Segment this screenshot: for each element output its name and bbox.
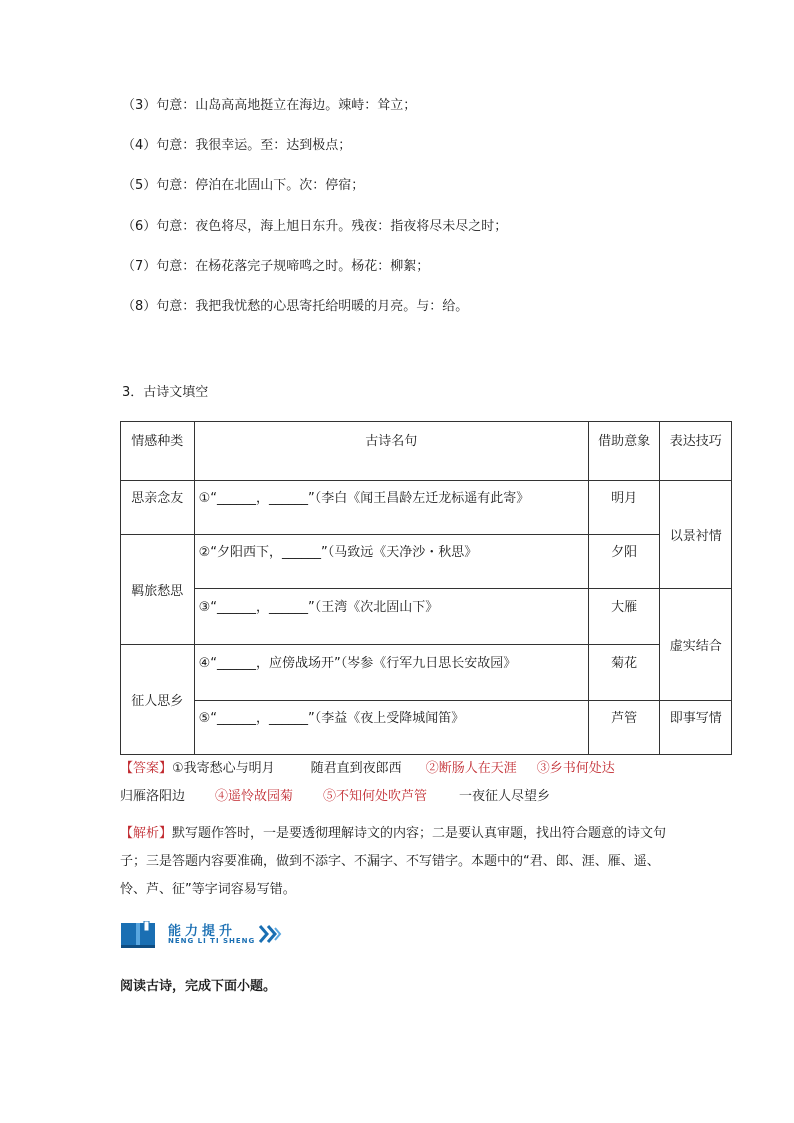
answer-3: ②断肠人在天涯 bbox=[425, 761, 517, 776]
header-emotion: 情感种类 bbox=[121, 422, 195, 481]
table-header-row bbox=[121, 422, 732, 481]
answer-8: 一夜征人尽望乡 bbox=[459, 789, 551, 804]
poem-line-cell: ①“______，______”（李白《闻王昌龄左迁龙标遥有此寄》 bbox=[194, 481, 588, 535]
item-number: （5） bbox=[122, 178, 157, 193]
table-row bbox=[121, 589, 732, 645]
imagery-cell: 菊花 bbox=[588, 645, 660, 701]
item-number: （6） bbox=[122, 219, 157, 234]
meaning-line-4 bbox=[122, 137, 351, 155]
meaning-line-3 bbox=[122, 97, 416, 115]
section-title: 3．古诗文填空 bbox=[122, 385, 209, 400]
imagery-cell: 明月 bbox=[588, 481, 660, 535]
item-number: （3） bbox=[122, 98, 157, 113]
item-text: 句意：我把我忧愁的心思寄托给明暖的月亮。与：给。 bbox=[156, 299, 469, 314]
imagery-cell: 芦管 bbox=[588, 701, 660, 755]
poem-line-cell: ⑤“______，______”（李益《夜上受降城闻笛》 bbox=[194, 701, 588, 755]
table-row bbox=[121, 535, 732, 589]
meaning-line-6 bbox=[122, 218, 507, 236]
emotion-cell: 征人思乡 bbox=[121, 645, 195, 755]
poem-line-cell: ②“夕阳西下，______”（马致远《天净沙・秋思》 bbox=[194, 535, 588, 589]
item-text: 句意：山岛高高地挺立在海边。竦峙：耸立； bbox=[156, 98, 417, 113]
meaning-line-8 bbox=[122, 298, 468, 316]
item-number: （4） bbox=[122, 138, 157, 153]
emotion-cell: 思亲念友 bbox=[121, 481, 195, 535]
meaning-line-7 bbox=[122, 258, 429, 276]
section-banner bbox=[120, 918, 290, 954]
item-text: 句意：夜色将尽，海上旭日东升。残夜：指夜将尽未尽之时； bbox=[156, 219, 508, 234]
task-instruction: 阅读古诗，完成下面小题。 bbox=[120, 979, 277, 994]
poetry-table bbox=[120, 421, 732, 755]
table-row bbox=[121, 645, 732, 701]
answer-1: ①我寄愁心与明月 bbox=[172, 761, 275, 776]
answer-4: ③乡书何处达 bbox=[536, 761, 615, 776]
imagery-cell: 大雁 bbox=[588, 589, 660, 645]
technique-cell: 虚实结合 bbox=[660, 589, 732, 701]
header-poem-line: 古诗名句 bbox=[194, 422, 588, 481]
emotion-cell: 羁旅愁思 bbox=[121, 535, 195, 645]
item-number: （7） bbox=[122, 259, 157, 274]
poem-line-cell: ③“______，______”（王湾《次北固山下》 bbox=[194, 589, 588, 645]
table-row bbox=[121, 701, 732, 755]
table-row bbox=[121, 481, 732, 535]
meaning-line-5 bbox=[122, 177, 364, 195]
analysis-label: 【解析】 bbox=[120, 826, 173, 841]
answer-block bbox=[120, 755, 690, 811]
analysis-text: 默写题作答时，一是要透彻理解诗文的内容；二是要认真审题，找出符合题意的诗文句子；三是答题内容要准确，做到不添字、不漏字、不写错字。本题中的“君、郎、涯、雁、遥、怜、芦、征”等字词容易写错。 bbox=[120, 826, 667, 897]
technique-cell: 以景衬情 bbox=[660, 481, 732, 589]
imagery-cell: 夕阳 bbox=[588, 535, 660, 589]
poem-line-cell: ④“______，应傍战场开”（岑参《行军九日思长安故园》 bbox=[194, 645, 588, 701]
technique-cell: 即事写情 bbox=[660, 701, 732, 755]
item-number: （8） bbox=[122, 299, 157, 314]
header-imagery: 借助意象 bbox=[588, 422, 660, 481]
item-text: 句意：停泊在北固山下。次：停宿； bbox=[156, 178, 365, 193]
answer-6: ④遥怜故园菊 bbox=[215, 789, 294, 804]
book-icon bbox=[120, 921, 156, 949]
analysis-block bbox=[120, 820, 680, 904]
answer-7: ⑤不知何处吹芦管 bbox=[323, 789, 428, 804]
answer-label: 【答案】 bbox=[120, 761, 173, 776]
header-technique: 表达技巧 bbox=[660, 422, 732, 481]
double-chevron-icon bbox=[258, 924, 282, 944]
item-text: 句意：我很幸运。至：达到极点； bbox=[156, 138, 352, 153]
answer-5: 归雁洛阳边 bbox=[120, 789, 186, 804]
banner-subtitle: NENG LI TI SHENG bbox=[168, 937, 256, 945]
banner-title: 能力提升 bbox=[168, 924, 237, 939]
item-text: 句意：在杨花落完子规啼鸣之时。杨花：柳絮； bbox=[156, 259, 430, 274]
answer-2: 随君直到夜郎西 bbox=[310, 761, 402, 776]
